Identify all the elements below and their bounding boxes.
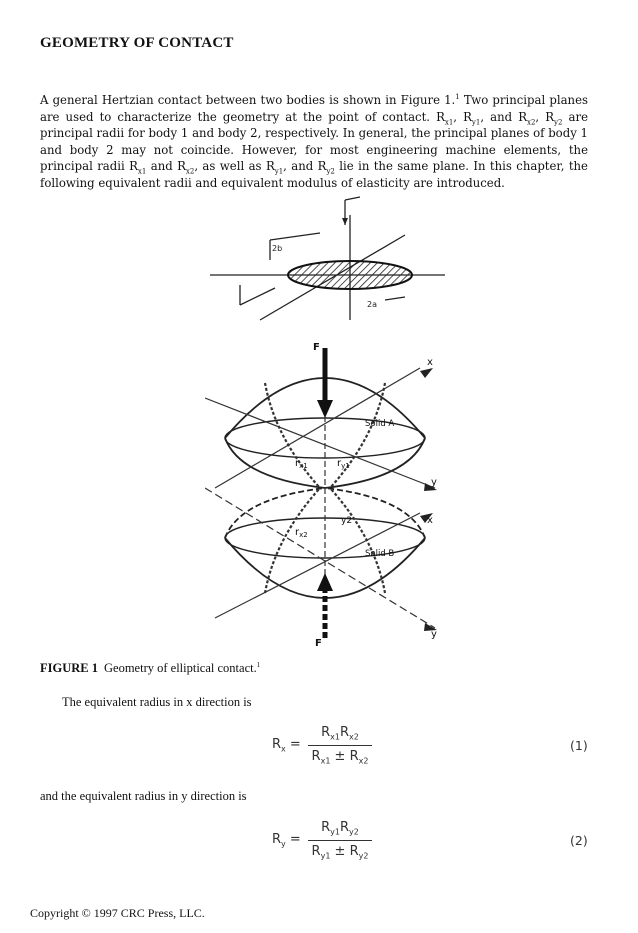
body-paragraph	[40, 92, 588, 192]
figure-label: FIGURE 1	[40, 661, 98, 676]
force-label-top: F	[313, 342, 320, 353]
equation-2	[272, 820, 472, 870]
para-text: lie in the same plane. In this chapter, the following equivalent radii and equivalent modulus of elasticity are introduced.	[40, 159, 588, 190]
para-text: and R	[146, 159, 186, 174]
subscript: x1	[137, 167, 147, 176]
eq1-fraction: $R_{x1}R_{x2}$ $R_{x1} \pm R_{x2}$	[308, 725, 372, 773]
label-2a: 2a	[367, 300, 377, 309]
y-axis-label-bottom: y	[431, 629, 437, 640]
para-text: , and R	[283, 159, 327, 174]
eq2-number: (2)	[570, 833, 588, 848]
rx1-label: $r_{x1}$	[295, 458, 308, 470]
para-text: are principal radii for body 1 and body 2, respectively. In general, the principal planes of body 1 and body 2 may not coincide. However, for most engineering machine elements, the principal radii R	[40, 109, 588, 174]
solid-a-label: Solid A	[365, 419, 395, 429]
subscript: x2	[185, 167, 195, 176]
copyright-notice: Copyright © 1997 CRC Press, LLC.	[30, 906, 205, 920]
subscript: y2	[554, 117, 563, 126]
x-axis-label-bottom: x	[427, 515, 433, 526]
para-text: , R	[535, 109, 555, 124]
para-text: , as well as R	[194, 159, 275, 174]
section-heading: GEOMETRY OF CONTACT	[40, 35, 234, 51]
eq2-lhs: $R_y$ =	[272, 832, 301, 849]
subscript: y1	[471, 117, 481, 126]
footnote-ref: 1	[256, 661, 261, 669]
subscript: x2	[527, 117, 536, 126]
y-axis-label-top: y	[431, 477, 437, 488]
eq2-fraction: $R_{y1}R_{y2}$ $R_{y1} \pm R_{y2}$	[308, 820, 372, 868]
para-text: Two principal planes are used to characterize the geometry at the point of contact. R	[40, 93, 588, 124]
eq1-number: (1)	[570, 738, 588, 753]
rx2-label: $r_{x2}$	[295, 527, 308, 539]
subscript: y2	[326, 167, 335, 176]
eq1-lhs: $R_x$ =	[272, 737, 301, 754]
footnote-ref: 1	[455, 93, 460, 102]
eq1-intro: The equivalent radius in x direction is	[62, 695, 252, 709]
solid-b-label: Solid B	[365, 549, 395, 559]
caption-text: Geometry of elliptical contact.	[104, 661, 257, 676]
eq2-intro: and the equivalent radius in y direction is	[40, 789, 247, 803]
para-text: A general Hertzian contact between two bodies is shown in Figure 1.	[40, 93, 456, 107]
contact-ellipse-diagram	[200, 185, 460, 325]
para-text: , and R	[480, 109, 527, 124]
x-axis-label-top: x	[427, 357, 433, 368]
subscript: y1	[274, 167, 284, 176]
contacting-solids-diagram	[205, 338, 445, 648]
ry2-label: y2	[341, 516, 353, 526]
equation-1	[272, 725, 472, 775]
figure-caption	[40, 661, 260, 676]
force-label-bottom: F	[315, 638, 322, 648]
contact-area-ellipse	[288, 261, 412, 289]
subscript: x1	[444, 117, 454, 126]
ry1-label: $r_{y1}$	[337, 458, 350, 470]
label-2b: 2b	[272, 244, 283, 253]
para-text: , R	[453, 109, 472, 124]
